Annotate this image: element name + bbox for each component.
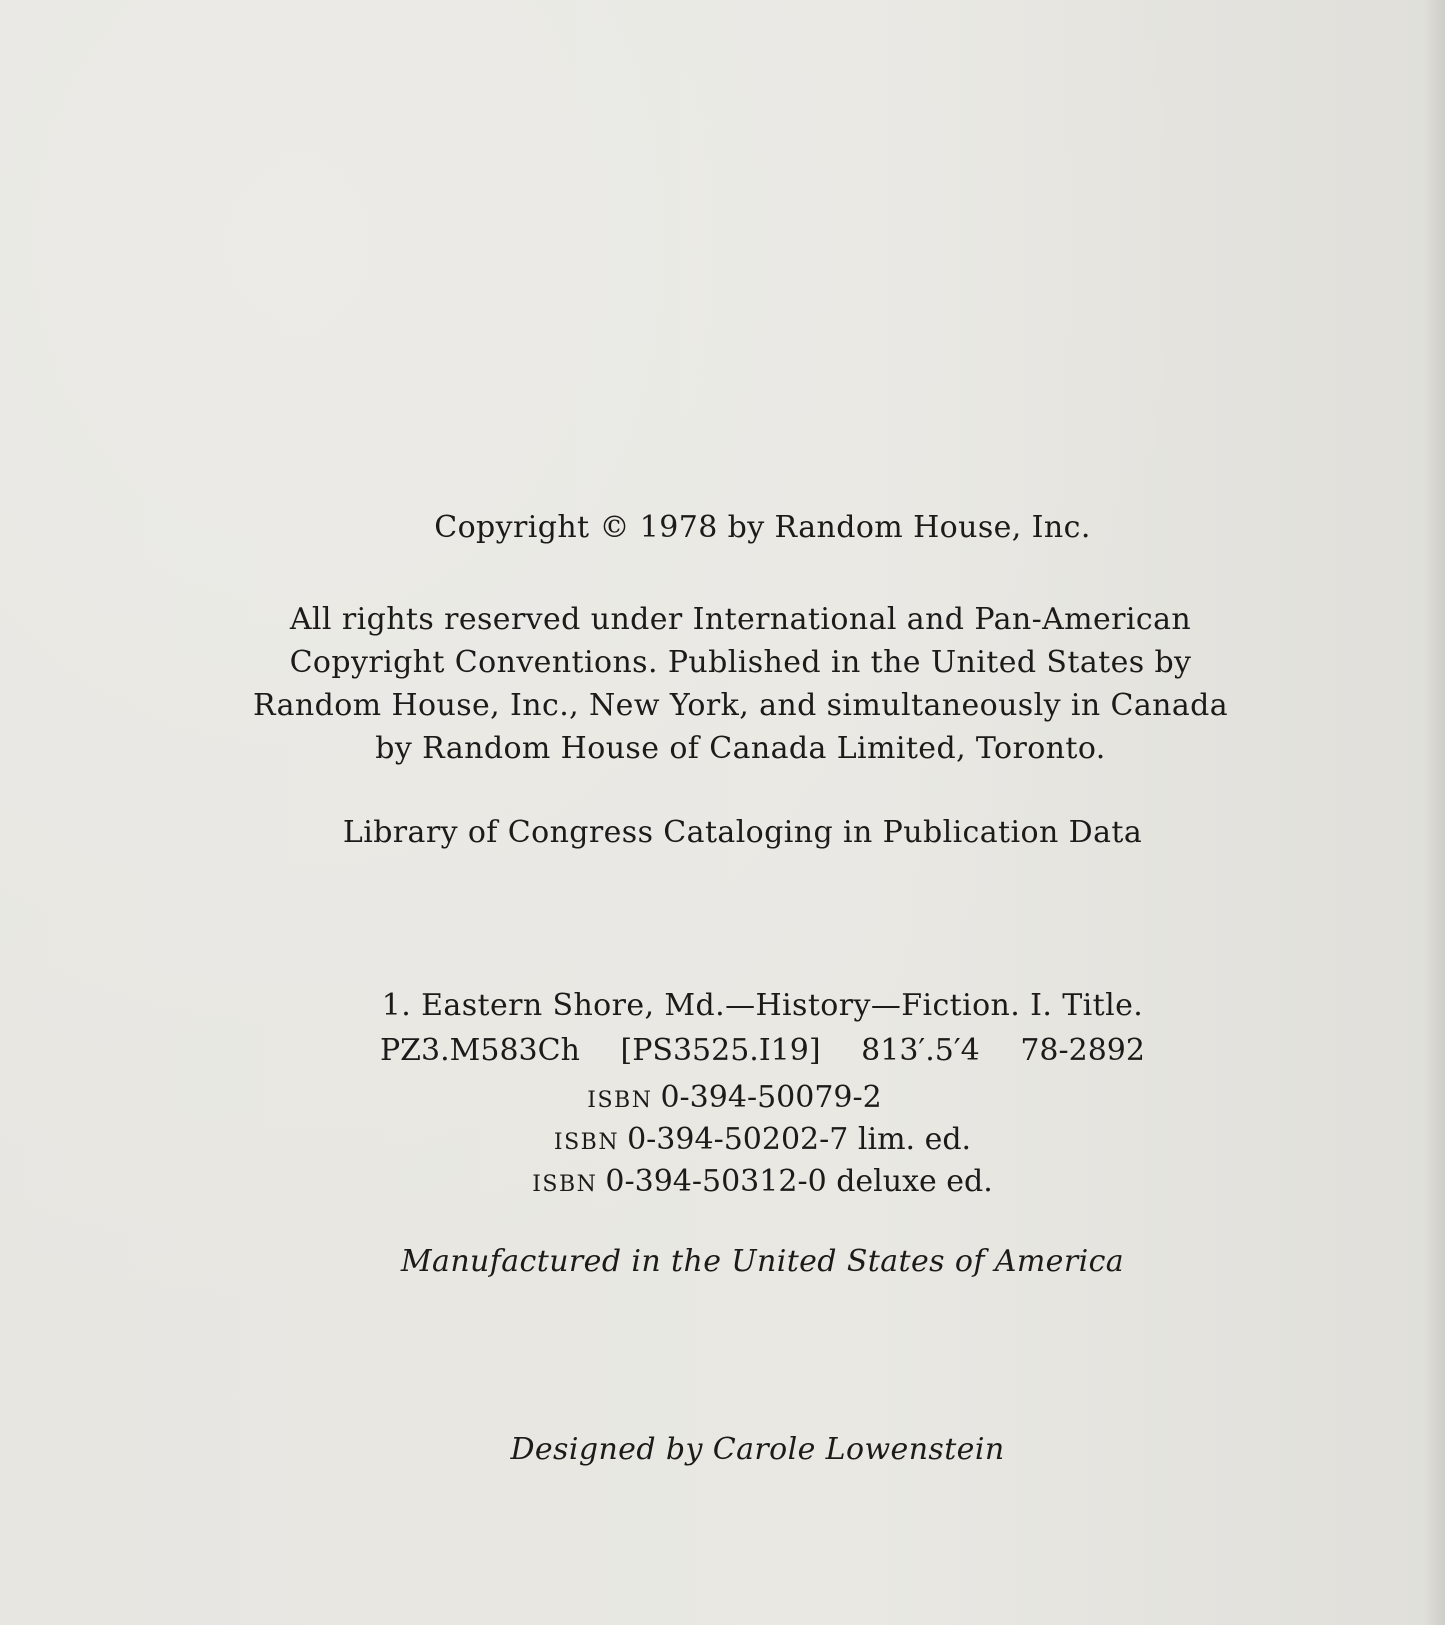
copyright-notice: Copyright © 1978 by Random House, Inc. [434,510,1091,545]
ps-number: [PS3525.I19] [620,1033,821,1068]
dewey-number: 813′.5′4 [861,1033,980,1068]
isbn-value: 0-394-50202-7 lim. ed. [627,1122,972,1157]
isbn-value: 0-394-50312-0 deluxe ed. [605,1164,993,1199]
lccn-number: 78-2892 [1020,1033,1145,1068]
rights-line: Random House, Inc., New York, and simultaneously in Canada [252,688,1229,723]
isbn-line [60,1122,1445,1157]
call-number-row [380,1033,1145,1068]
manufactured-notice: Manufactured in the United States of America [400,1244,1125,1279]
isbn-label: ISBN [532,1172,598,1197]
page-edge-shadow [1423,0,1445,1625]
cataloging-heading: Library of Congress Cataloging in Publication Data [342,815,1143,850]
designer-credit: Designed by Carole Lowenstein [510,1432,1005,1467]
call-number: PZ3.M583Ch [380,1033,580,1068]
isbn-value: 0-394-50079-2 [660,1080,882,1115]
rights-line: by Random House of Canada Limited, Toronto. [375,731,1106,766]
cataloging-subject: 1. Eastern Shore, Md.—History—Fiction. I. Title. [381,988,1144,1023]
isbn-line [60,1164,1445,1199]
rights-line: Copyright Conventions. Published in the United States by [289,645,1192,680]
isbn-label: ISBN [553,1130,620,1155]
rights-paragraph [38,598,1443,770]
isbn-label: ISBN [587,1088,653,1113]
rights-line: All rights reserved under International and Pan-American [289,602,1192,637]
isbn-line [32,1080,1437,1115]
